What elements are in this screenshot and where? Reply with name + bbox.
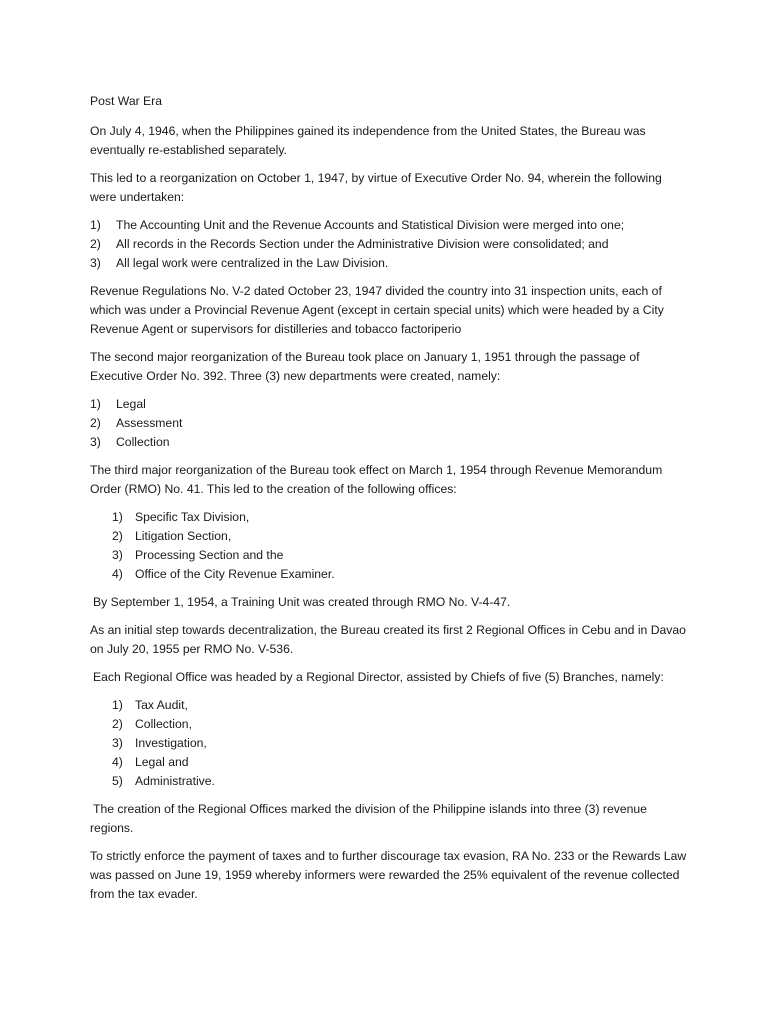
list-item [90,216,690,235]
list-item [90,734,690,753]
list-item [90,715,690,734]
list-item-text: Processing Section and the [135,548,284,562]
list-undertakings [90,216,690,273]
list-item-number: 4) [112,567,123,581]
paragraph-reorganization-1947: This led to a reorganization on October 1, 1947, by virtue of Executive Order No. 94, wherein the following were undertaken: [90,171,662,204]
list-item [90,414,690,433]
list-item-number: 1) [90,397,101,411]
paragraph-training-unit: By September 1, 1954, a Training Unit was created through RMO No. V-4-47. [93,595,511,609]
list-item [90,254,690,273]
list-item [90,527,690,546]
list-item [90,565,690,584]
list-item-text: All legal work were centralized in the Law Division. [116,256,389,270]
paragraph-decentralization: As an initial step towards decentralization, the Bureau created its first 2 Regional Offices in Cebu and in Davao on July 20, 1955 per RMO No. V-536. [90,623,686,656]
list-item-number: 4) [112,755,123,769]
list-item-text: Investigation, [135,736,207,750]
list-item-text: Legal and [135,755,189,769]
list-item [90,395,690,414]
paragraph-third-reorganization: The third major reorganization of the Bureau took effect on March 1, 1954 through Revenue Memorandum Order (RMO) No. 41. This led to the creation of the following offices: [90,463,663,496]
list-item-text: Collection [116,435,170,449]
list-item-number: 3) [90,435,101,449]
list-item-number: 5) [112,774,123,788]
list-item-number: 2) [112,717,123,731]
list-item [90,753,690,772]
list-departments [90,395,690,452]
list-item-number: 3) [112,548,123,562]
list-item-number: 1) [112,510,123,524]
list-branches [90,696,690,791]
list-item [90,235,690,254]
list-item-text: Legal [116,397,146,411]
list-item [90,508,690,527]
list-item-text: Litigation Section, [135,529,232,543]
list-item-text: Administrative. [135,774,215,788]
paragraph-independence: On July 4, 1946, when the Philippines gained its independence from the United States, the Bureau was eventually re-established separately. [90,124,646,157]
section-title: Post War Era [90,94,163,108]
list-item-text: Assessment [116,416,183,430]
list-item-text: Office of the City Revenue Examiner. [135,567,335,581]
paragraph-second-reorganization: The second major reorganization of the Bureau took place on January 1, 1951 through the passage of Executive Order No. 392. Three (3) new departments were created, namely: [90,350,640,383]
list-item-text: Collection, [135,717,192,731]
list-item-text: Specific Tax Division, [135,510,250,524]
list-item-number: 2) [90,416,101,430]
paragraph-revenue-regions: The creation of the Regional Offices marked the division of the Philippine islands into three (3) revenue regions. [90,802,647,835]
paragraph-regional-office: Each Regional Office was headed by a Regional Director, assisted by Chiefs of five (5) Branches, namely: [93,670,664,684]
list-offices [90,508,690,584]
list-item [90,772,690,791]
paragraph-rewards-law: To strictly enforce the payment of taxes and to further discourage tax evasion, RA No. 233 or the Rewards Law was passed on June 19, 1959 whereby informers were rewarded the 25% equivalent of the revenue collected from the tax evader. [90,849,687,901]
list-item [90,546,690,565]
list-item-number: 3) [90,256,101,270]
document-page [90,92,690,913]
list-item [90,696,690,715]
list-item-text: Tax Audit, [135,698,188,712]
list-item-number: 1) [112,698,123,712]
list-item-number: 3) [112,736,123,750]
list-item-text: All records in the Records Section under the Administrative Division were consolidated; and [116,237,609,251]
paragraph-revenue-regulations: Revenue Regulations No. V-2 dated October 23, 1947 divided the country into 31 inspection units, each of which was under a Provincial Revenue Agent (except in certain special units) which were headed by a City Revenue Agent or supervisors for distilleries and tobacco factoriperio [90,284,664,336]
list-item-number: 1) [90,218,101,232]
list-item-number: 2) [112,529,123,543]
list-item [90,433,690,452]
list-item-text: The Accounting Unit and the Revenue Accounts and Statistical Division were merged into one; [116,218,625,232]
list-item-number: 2) [90,237,101,251]
